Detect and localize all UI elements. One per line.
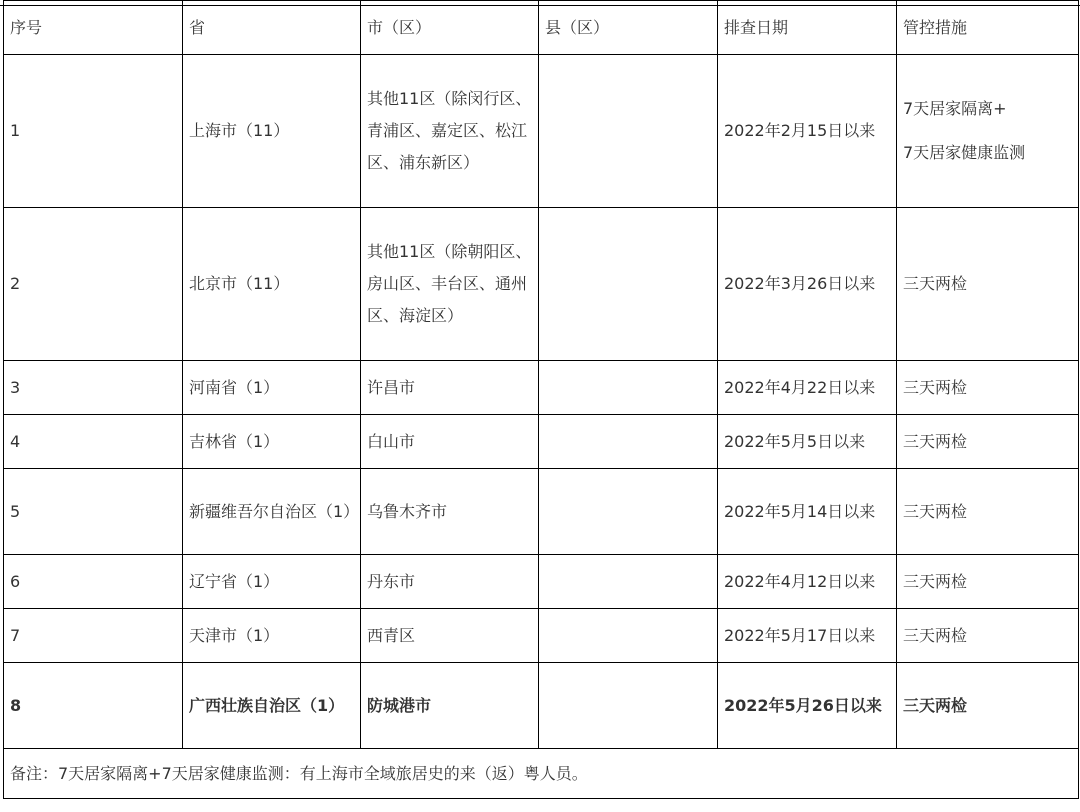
control-measures-table (3, 0, 1079, 799)
row-city: 其他11区（除朝阳区、房山区、丰台区、通州区、海淀区） (361, 208, 539, 361)
row-province: 吉林省（1） (183, 415, 361, 469)
header-date: 排查日期 (718, 1, 897, 55)
row-measure: 三天两检 (897, 469, 1079, 555)
row-date: 2022年5月26日以来 (718, 663, 897, 749)
header-measure: 管控措施 (897, 1, 1079, 55)
row-province: 河南省（1） (183, 361, 361, 415)
measure-line: 7天居家健康监测 (903, 143, 1026, 162)
row-no: 8 (4, 663, 183, 749)
row-city: 乌鲁木齐市 (361, 469, 539, 555)
row-county (539, 663, 718, 749)
row-date: 2022年5月17日以来 (718, 609, 897, 663)
header-province: 省 (183, 1, 361, 55)
row-county (539, 55, 718, 208)
note-text: 备注：7天居家隔离+7天居家健康监测：有上海市全域旅居史的来（返）粤人员。 (4, 749, 1079, 799)
row-no: 2 (4, 208, 183, 361)
row-county (539, 415, 718, 469)
row-no: 3 (4, 361, 183, 415)
row-measure: 三天两检 (897, 663, 1079, 749)
row-province: 新疆维吾尔自治区（1） (183, 469, 361, 555)
row-measure (897, 55, 1079, 208)
row-county (539, 208, 718, 361)
table-header-row (4, 1, 1079, 55)
row-county (539, 609, 718, 663)
row-no: 4 (4, 415, 183, 469)
row-date: 2022年4月22日以来 (718, 361, 897, 415)
header-county: 县（区） (539, 1, 718, 55)
table-row (4, 609, 1079, 663)
row-date: 2022年5月5日以来 (718, 415, 897, 469)
row-city: 白山市 (361, 415, 539, 469)
table-row (4, 208, 1079, 361)
row-city: 其他11区（除闵行区、青浦区、嘉定区、松江区、浦东新区） (361, 55, 539, 208)
table-row (4, 415, 1079, 469)
header-no: 序号 (4, 1, 183, 55)
row-county (539, 555, 718, 609)
row-measure: 三天两检 (897, 415, 1079, 469)
row-measure: 三天两检 (897, 361, 1079, 415)
row-city: 许昌市 (361, 361, 539, 415)
table-row (4, 469, 1079, 555)
row-no: 6 (4, 555, 183, 609)
row-province: 天津市（1） (183, 609, 361, 663)
row-city: 西青区 (361, 609, 539, 663)
row-date: 2022年2月15日以来 (718, 55, 897, 208)
row-county (539, 469, 718, 555)
measure-line: 7天居家隔离+ (903, 99, 1007, 118)
row-no: 7 (4, 609, 183, 663)
row-city: 丹东市 (361, 555, 539, 609)
row-province: 辽宁省（1） (183, 555, 361, 609)
header-city: 市（区） (361, 1, 539, 55)
row-measure: 三天两检 (897, 609, 1079, 663)
table-row (4, 555, 1079, 609)
note-row (4, 749, 1079, 799)
row-province: 广西壮族自治区（1） (183, 663, 361, 749)
row-date: 2022年3月26日以来 (718, 208, 897, 361)
row-date: 2022年4月12日以来 (718, 555, 897, 609)
row-measure: 三天两检 (897, 208, 1079, 361)
row-province: 上海市（11） (183, 55, 361, 208)
table-row (4, 55, 1079, 208)
row-no: 1 (4, 55, 183, 208)
table-row (4, 663, 1079, 749)
row-county (539, 361, 718, 415)
table-row (4, 361, 1079, 415)
row-no: 5 (4, 469, 183, 555)
row-date: 2022年5月14日以来 (718, 469, 897, 555)
row-province: 北京市（11） (183, 208, 361, 361)
row-measure: 三天两检 (897, 555, 1079, 609)
row-city: 防城港市 (361, 663, 539, 749)
